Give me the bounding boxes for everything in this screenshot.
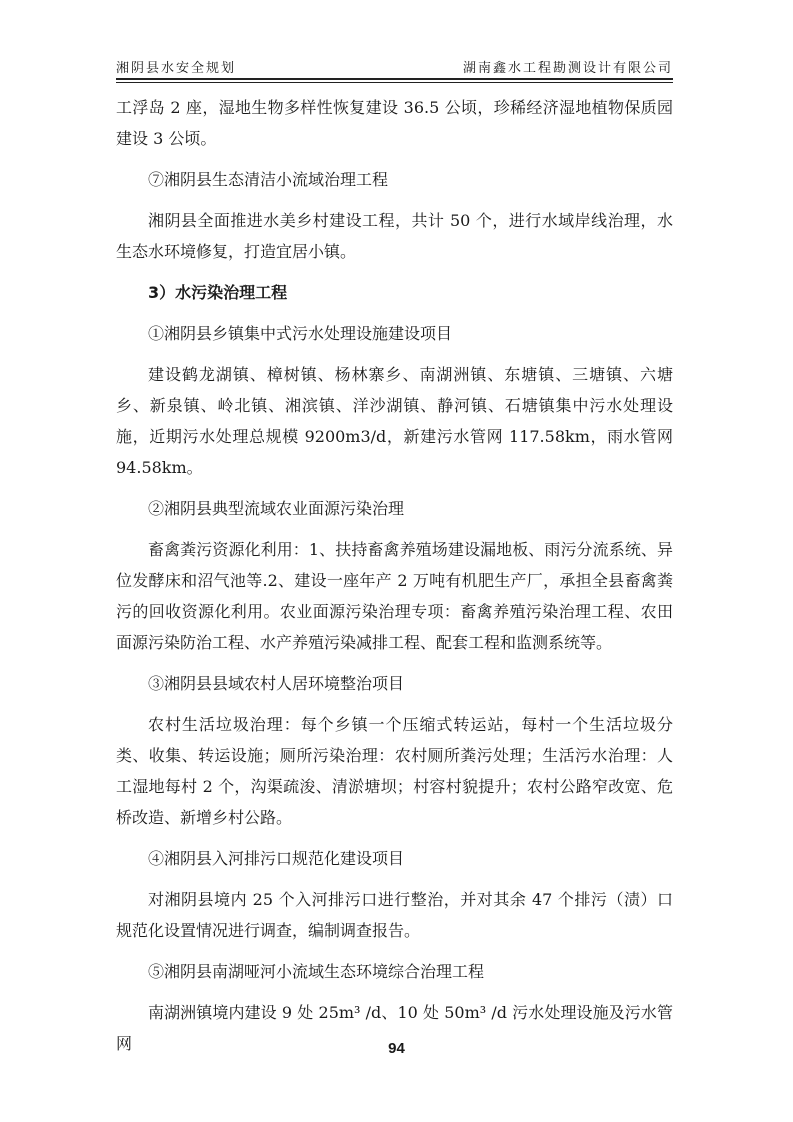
section-heading: ④湘阴县入河排污口规范化建设项目: [148, 849, 405, 868]
section-heading: ①湘阴县乡镇集中式污水处理设施建设项目: [148, 324, 453, 343]
body-paragraph: 畜禽粪污资源化利用：1、扶持畜禽养殖场建设漏地板、雨污分流系统、异位发酵床和沼气池等.2、建设一座年产 2 万吨有机肥生产厂，承担全县畜禽粪污的回收资源化利用。农业面源污染治理专项：畜禽养殖污染治理工程、农田面源污染防治工程、水产养殖污染减排工程、配套工程和监测系统等。: [116, 540, 673, 652]
section-heading: ②湘阴县典型流域农业面源污染治理: [148, 499, 405, 518]
header-left-title: 湘阴县水安全规划: [116, 61, 237, 76]
body-paragraph: 南湖洲镇境内建设 9 处 25m³ /d、10 处 50m³ /d 污水处理设施及污水管网: [116, 1003, 673, 1053]
section-heading: ③湘阴县县域农村人居环境整治项目: [148, 674, 405, 693]
header-right-company: 湖南鑫水工程勘测设计有限公司: [462, 61, 673, 76]
section-heading: ⑦湘阴县生态清洁小流域治理工程: [148, 170, 389, 189]
header-rule-thick: [116, 78, 673, 80]
page-number: 94: [388, 1040, 405, 1057]
section-heading-bold: 3）水污染治理工程: [148, 283, 288, 302]
body-paragraph: 湘阴县全面推进水美乡村建设工程，共计 50 个，进行水域岸线治理，水生态水环境修复，打造宜居小镇。: [116, 211, 673, 261]
body-paragraph: 对湘阴县境内 25 个入河排污口进行整治，并对其余 47 个排污（渍）口规范化设置情况进行调查，编制调查报告。: [116, 890, 673, 940]
page-header: [116, 54, 673, 76]
body-paragraph: 建设鹤龙湖镇、樟树镇、杨林寨乡、南湖洲镇、东塘镇、三塘镇、六塘乡、新泉镇、岭北镇、湘滨镇、洋沙湖镇、静河镇、石塘镇集中污水处理设施，近期污水处理总规模 9200m3/d，新建污水管网 117.58km，雨水管网 94.58km。: [116, 365, 673, 477]
body-paragraph: 工浮岛 2 座，湿地生物多样性恢复建设 36.5 公顷，珍稀经济湿地植物保质园建设 3 公顷。: [116, 98, 673, 148]
body-paragraph: 农村生活垃圾治理：每个乡镇一个压缩式转运站，每村一个生活垃圾分类、收集、转运设施；厕所污染治理：农村厕所粪污处理；生活污水治理：人工湿地每村 2 个，沟渠疏浚、清淤塘坝；村容村貌提升；农村公路窄改宽、危桥改造、新增乡村公路。: [116, 715, 673, 827]
document-body: [116, 92, 673, 1069]
header-rule-thin: [116, 82, 673, 83]
section-heading: ⑤湘阴县南湖哑河小流域生态环境综合治理工程: [148, 962, 485, 981]
